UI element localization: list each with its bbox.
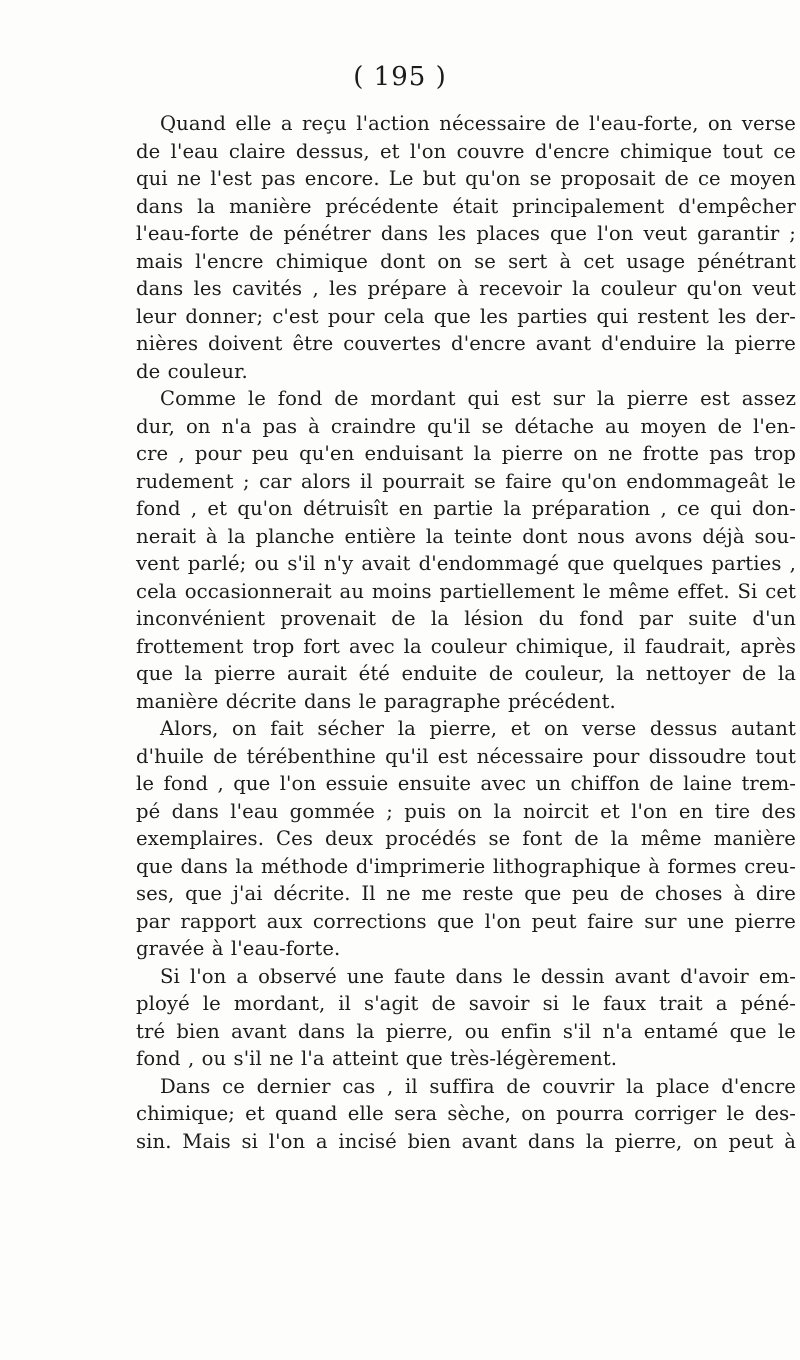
- text-line: ses, que j'ai décrite. Il ne me reste que peu de choses à dire: [136, 882, 796, 905]
- text-line: Comme le fond de mordant qui est sur la pierre est assez: [160, 387, 796, 410]
- page-number: ( 195 ): [353, 62, 447, 92]
- text-line: Quand elle a reçu l'action nécessaire de l'eau-forte, on verse: [160, 112, 796, 135]
- text-line: cre , pour peu qu'en enduisant la pierre on ne frotte pas trop: [136, 442, 796, 465]
- text-line: qui ne l'est pas encore. Le but qu'on se proposait de ce moyen: [136, 167, 796, 190]
- text-line: dans les cavités , les prépare à recevoir la couleur qu'on veut: [136, 277, 796, 300]
- text-line: de l'eau claire dessus, et l'on couvre d'encre chimique tout ce: [136, 139, 796, 163]
- text-line: sin. Mais si l'on a incisé bien avant dans la pierre, on peut à: [136, 1129, 796, 1153]
- text-line: Alors, on fait sécher la pierre, et on verse dessus autant: [160, 717, 796, 740]
- text-line: exemplaires. Ces deux procédés se font de la même manière: [136, 827, 796, 850]
- text-line: de couleur.: [136, 359, 248, 383]
- text-line: d'huile de térébenthine qu'il est nécessaire pour dissoudre tout: [136, 744, 796, 768]
- text-line: inconvénient provenait de la lésion du fond par suite d'un: [136, 607, 796, 630]
- text-line: Dans ce dernier cas , il suffira de couvrir la place d'encre: [160, 1074, 796, 1098]
- body-text: [136, 110, 796, 1155]
- text-line: pé dans l'eau gommée ; puis on la noircit et l'on en tire des: [136, 799, 796, 823]
- text-line: l'eau-forte de pénétrer dans les places que l'on veut garantir ;: [136, 222, 796, 245]
- text-line: que dans la méthode d'imprimerie lithographique à formes creu-: [136, 854, 796, 878]
- text-line: leur donner; c'est pour cela que les parties qui restent les der-: [136, 304, 796, 328]
- text-line: le fond , que l'on essuie ensuite avec un chiffon de laine trem-: [136, 772, 796, 795]
- text-line: chimique; et quand elle sera sèche, on pourra corriger le des-: [136, 1102, 796, 1125]
- text-line: tré bien avant dans la pierre, ou enfin s'il n'a entamé que le: [136, 1019, 796, 1043]
- text-line: dans la manière précédente était principalement d'empêcher: [136, 194, 796, 218]
- text-line: mais l'encre chimique dont on se sert à cet usage pénétrant: [136, 249, 796, 273]
- text-line: manière décrite dans le paragraphe précédent.: [136, 689, 616, 713]
- text-line: nières doivent être couvertes d'encre avant d'enduire la pierre: [136, 332, 796, 355]
- text-line: fond , ou s'il ne l'a atteint que très-légèrement.: [136, 1047, 618, 1070]
- text-line: frottement trop fort avec la couleur chimique, il faudrait, après: [136, 634, 796, 658]
- text-line: par rapport aux corrections que l'on peut faire sur une pierre: [136, 909, 796, 933]
- text-line: rudement ; car alors il pourrait se faire qu'on endommageât le: [136, 469, 796, 493]
- text-line: Si l'on a observé une faute dans le dessin avant d'avoir em-: [160, 964, 796, 988]
- text-line: vent parlé; ou s'il n'y avait d'endommagé que quelques parties ,: [136, 552, 796, 575]
- text-line: dur, on n'a pas à craindre qu'il se détache au moyen de l'en-: [136, 414, 796, 438]
- text-line: que la pierre aurait été enduite de couleur, la nettoyer de la: [136, 662, 796, 685]
- text-line: nerait à la planche entière la teinte dont nous avons déjà sou-: [136, 524, 796, 548]
- text-line: cela occasionnerait au moins partiellement le même effet. Si cet: [136, 579, 796, 603]
- text-line: ployé le mordant, il s'agit de savoir si le faux trait a péné-: [136, 992, 796, 1015]
- text-line: fond , et qu'on détruisît en partie la préparation , ce qui don-: [136, 497, 796, 520]
- text-line: gravée à l'eau-forte.: [136, 937, 341, 960]
